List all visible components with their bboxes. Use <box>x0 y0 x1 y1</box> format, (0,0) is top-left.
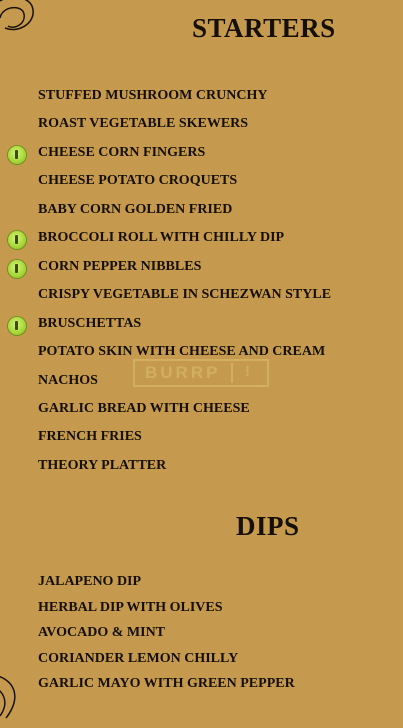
menu-item: BABY CORN GOLDEN FRIED <box>38 201 233 217</box>
recommended-badge-icon <box>8 317 26 335</box>
menu-item: POTATO SKIN WITH CHEESE AND CREAM <box>38 344 326 360</box>
menu-item: GARLIC BREAD WITH CHEESE <box>38 400 250 416</box>
dips-heading: DIPS <box>236 511 300 541</box>
menu-item: HERBAL DIP WITH OLIVES <box>38 599 223 615</box>
watermark-divider <box>231 363 233 383</box>
menu-item: CHEESE CORN FINGERS <box>38 144 206 160</box>
recommended-badge-icon <box>8 231 26 249</box>
menu-item: NACHOS <box>38 372 98 388</box>
menu-item: AVOCADO & MINT <box>38 625 166 641</box>
menu-item: BRUSCHETTAS <box>38 315 142 331</box>
recommended-badge-icon <box>8 146 26 164</box>
starters-heading: STARTERS <box>192 13 336 43</box>
menu-item: CORN PEPPER NIBBLES <box>38 258 202 274</box>
menu-item: CHEESE POTATO CROQUETS <box>38 173 238 189</box>
watermark-text: BURRP <box>145 363 221 382</box>
bottom-swirl-decoration <box>0 668 26 728</box>
menu-item: CORIANDER LEMON CHILLY <box>38 650 239 666</box>
menu-item: THEORY PLATTER <box>38 457 167 473</box>
menu-item: JALAPENO DIP <box>38 574 142 589</box>
menu-item: GARLIC MAYO WITH GREEN PEPPER <box>38 676 295 692</box>
menu-item: STUFFED MUSHROOM CRUNCHY <box>38 88 268 103</box>
menu-item: FRENCH FRIES <box>38 429 142 445</box>
menu-item: BROCCOLI ROLL WITH CHILLY DIP <box>38 230 285 246</box>
corner-swirl-decoration <box>0 0 40 36</box>
menu-item: ROAST VEGETABLE SKEWERS <box>38 116 249 132</box>
menu-item: CRISPY VEGETABLE IN SCHEZWAN STYLE <box>38 287 332 303</box>
recommended-badge-icon <box>8 260 26 278</box>
burrp-watermark <box>133 359 269 387</box>
watermark-mark: ! <box>245 363 253 380</box>
